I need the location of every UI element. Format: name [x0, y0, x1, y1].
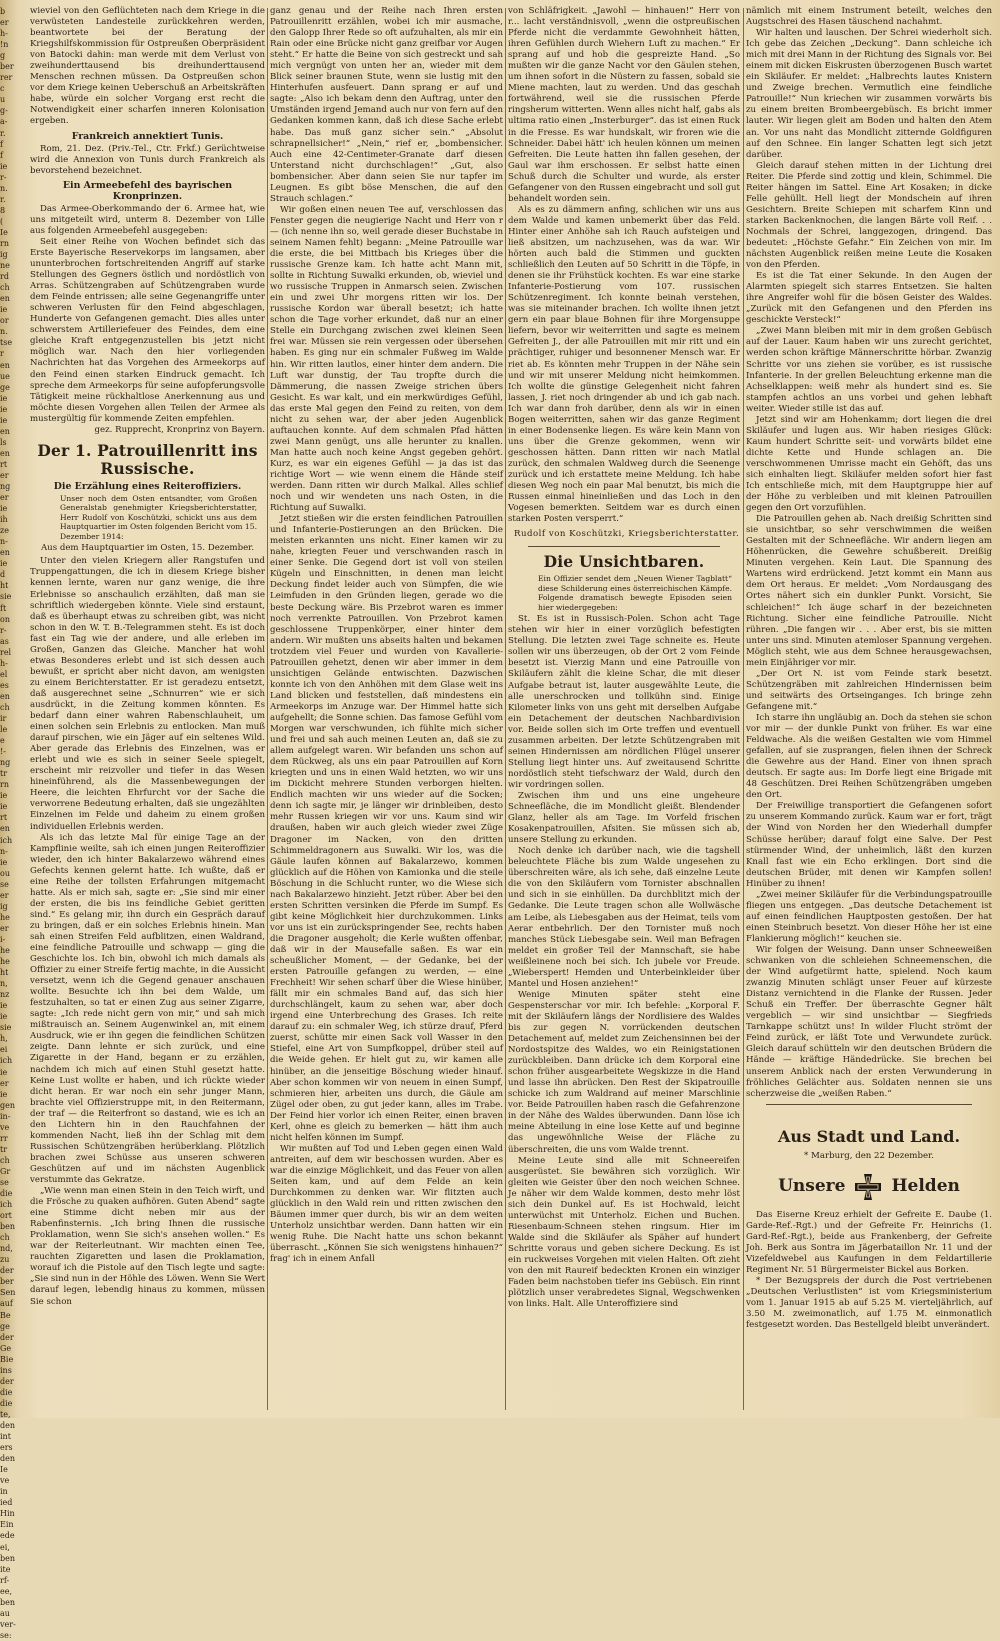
margin-fragment: ie [0, 1089, 8, 1099]
column-rule-1 [267, 8, 268, 1410]
margin-fragment: se: [0, 1630, 12, 1640]
margin-fragment: ben [0, 1222, 16, 1232]
margin-fragment: r. [0, 128, 6, 138]
margin-fragment: b [0, 7, 6, 16]
margin-fragment: ie [0, 504, 8, 514]
margin-fragment: den [0, 1454, 16, 1464]
article-paragraph: Als es zu dämmern anfing, schlichen wir uns aus dem Walde und kamen unbemerkt über das Feld. Hinter einer Anhöhe sah ich Rauch aufsteigen und ließ absitzen, um nachzusehen, was da war. Wir hörten auch bald die Stimmen und guckten schließlich den Leuten auf 50 Schritt in die Töpfe, in denen sie ihr Frühstück kochten. Es war eine starke Infanterie-Postierung vom 107. russischen Schützenregiment. Ich konnte beinah verstehen, was sie miteinander brachen. Ich wollte ihnen jetzt gern ein paar blaue Bohnen für ihre Morgensuppe liefern, bevor wir weiterritten und sagte es meinem Gefreiten J., der alle Patrouillen mit mir ritt und ein prächtiger, ruhiger und besonnener Mensch war. Er riet ab. Es könnten mehr Truppen in der Nähe sein und wir mit unserer Meldung nicht heimkommen. Ich wollte die günstige Gelegenheit nicht fahren lassen, J. riet noch dringender ab und ich gab nach. Ich war dann froh darüber, denn als wir in einen Bogen weiterritten, sahen wir das ganze Regiment in einer Bodensenke liegen. Es wäre kein Mann von uns über die Grenze gekommen, wenn wir geschossen hätten. Dann ritten wir nach Matlal zurück, den schmalen Waldweg durch die Seenenge zurück und ich erstattete meine Meldung. Ich habe diesen Weg noch ein paar Mal benutzt, bis mich die Russen einmal hineinließen und das Loch in den Vogesen bemerkten. Seitdem war es durch einen starken Posten versperrt.“ [508, 204, 740, 525]
margin-fragment: ng [0, 482, 11, 492]
margin-fragment: tr [0, 769, 8, 779]
article-paragraph: Der Freiwillige transportiert die Gefangenen sofort zu unserem Kommando zurück. Kaum war er fort, trägt der Wind von Norden her den Wiederhall dumpfer Schüsse herüber; darauf folgt eine Salve. Der Pest stürmender Wind, der unheimlich, läßt den kurzen Knall fast wie ein Echo erklingen. Dort sind die deutschen Brüder, mit denen wir Kampfen sollen! Hinüber zu ihnen! [746, 801, 992, 889]
margin-fragment: a- [0, 117, 8, 127]
armeebefehl-paragraph: Das Armee-Oberkommando der 6. Armee hat, wie uns mitgeteilt wird, unterm 8. Dezember von Lille aus folgenden Armeebefehl ausgegeben: [30, 203, 265, 236]
margin-fragment: 8 [0, 205, 6, 215]
margin-fragment: i- [0, 934, 6, 944]
margin-fragment: ig [0, 250, 8, 260]
margin-fragment: Be [0, 1310, 11, 1320]
margin-fragment: ie [0, 161, 8, 171]
patrouillenritt-dateline: Aus dem Hauptquartier im Osten, 15. Dezember. [40, 543, 255, 554]
article-paragraph: „Wie wenn man einen Stein in den Teich wirft, und die Frösche zu quaken aufhören. Guten Abend“ sagte eine Stimme dicht neben mir aus der Rabenfinsternis. „Ich bring Ihnen die russische Proklamation, wenn Sie sich's ansehen wollen.“ Es war der Reiterleutnant. Wir machten einen Tee, rauchten Zigaretten und lasen die Proklamation, worauf ich die Pistole auf den Tisch legte und sagte: „Sie sind nun in der Höhle des Löwen. Wenn Sie Wert darauf legen, lebendig hinaus zu kommen, müssen Sie schon [30, 1186, 265, 1307]
article-paragraph: Es ist die Tat einer Sekunde. In den Augen der Alarmten spiegelt sich starres Entsetzen. Sie halten ihre Angreifer wohl für die bösen Geister des Waldes. „Zurück mit den Gefangenen und den Pferden ins geschickte Versteck!“ [746, 271, 992, 326]
margin-fragment: ne [0, 261, 10, 271]
margin-fragment: rn [0, 780, 9, 790]
margin-fragment: ie [0, 393, 8, 403]
patrouillenritt-subheading: Die Erzählung eines Reiteroffiziers. [53, 480, 242, 492]
article-paragraph: nämlich mit einem Instrument beteilt, welches den Augstschrei des Hasen täuschend nachahmt. [746, 6, 992, 28]
section-divider [528, 546, 720, 547]
margin-fragment: er [0, 890, 9, 900]
margin-fragment: ied [0, 1498, 13, 1508]
margin-fragment: el [0, 669, 8, 679]
margin-fragment: ie [0, 1012, 8, 1022]
margin-fragment: au [0, 1608, 10, 1618]
margin-fragment: h, [0, 1034, 8, 1044]
dateline-marburg: * Marburg, den 22 Dezember. [804, 1150, 934, 1161]
margin-fragment: sie [0, 1023, 12, 1033]
margin-fragment: Ie [0, 1465, 8, 1475]
margin-fragment: die [0, 1387, 13, 1397]
margin-fragment: int [0, 1432, 11, 1442]
article-paragraph: Ich starre ihn ungläubig an. Doch da stehen sie schon vor mir — der dunkle Punkt von früher. Es war eine Feldwache. Als die weißen Gestalten wie vom Himmel gefallen, auf sie zusprangen, fielen ihnen der Schreck die Gewehre aus der Hand. Einer von ihnen sprach deutsch. Er sagte aus: Im Dorfe liegt eine Brigade mit 48 Geschützen. Drei Reihen Schützengräben umgeben den Ort. [746, 713, 992, 801]
margin-fragment: ze [0, 526, 9, 536]
margin-fragment: nd, [0, 1244, 13, 1254]
margin-fragment: on [0, 614, 10, 624]
margin-fragment: en [0, 448, 10, 458]
margin-fragment: r. [0, 194, 6, 204]
margin-fragment: ich [0, 1200, 13, 1210]
left-margin-fragments [0, 6, 22, 1640]
margin-fragment: n. [0, 327, 8, 337]
column-rule-2 [505, 8, 506, 1410]
margin-fragment: en [0, 824, 10, 834]
margin-fragment: u [0, 95, 6, 105]
article-paragraph: Gleich darauf stehen mitten in der Lichtung drei Reiter. Die Pferde sind zottig und klein, Schimmel. Die Reiter hängen im Sattel. Eine Art Kosaken; in dicke Felle gehüllt. Hell liegt der Mondschein auf ihren Gesichtern. Breite Schiepen mit scharfem Kinn und starken Backenknochen, die langen Bärte voll Reif. . . Nochmals der Schrei, langgezogen, dringend. Das bedeutet: „Höchste Gefahr.“ Ein Zeichen von mir. Im nächsten Augenblick reißen meine Leute die Kosaken von den Pferden. [746, 160, 992, 271]
margin-fragment: te, [0, 1409, 11, 1419]
margin-fragment: ls [0, 437, 7, 447]
margin-fragment: ge [0, 382, 10, 392]
margin-fragment: ch [0, 283, 10, 293]
margin-fragment: er [0, 1078, 9, 1088]
article-paragraph: „Zwei meiner Skiläufer für die Verbindungspatrouille fliegen uns entgegen. „Das deutsche Detachement ist auf einen feindlichen Hauptposten gestoßen. Der hat einen Steinbruch besetzt. Von dieser Höhe her ist eine Flankierung möglich!“ keuchen sie. [746, 889, 992, 944]
margin-fragment: rf- [0, 1575, 10, 1585]
margin-fragment: auf [0, 1299, 13, 1309]
margin-fragment: er [0, 493, 9, 503]
margin-fragment: h- [0, 29, 8, 39]
margin-fragment: en [0, 548, 10, 558]
column-3 [508, 6, 740, 1412]
margin-fragment: rt [0, 459, 8, 469]
margin-fragment: es [0, 680, 9, 690]
article-paragraph: „Der Ort N. ist vom Feinde stark besetzt. Schützengräben mit zahlreichen Hindernissen beim und seitwärts des Ortseinganges. Ich bringe zehn Gefangene mit.“ [746, 668, 992, 712]
margin-fragment: Gr [0, 1166, 11, 1176]
unsere-helden-heading [746, 1172, 992, 1202]
margin-fragment: ben [0, 1597, 16, 1607]
article-paragraph: Meine Leute sind alle mit Schneereifen ausgerüstet. Sie bewähren sich vorzüglich. Wir gleiten wie Geister über den noch weichen Schnee. Je näher wir dem Walde kommen, desto mehr löst sich dein Dunkel auf. Es ist Hochwald, leicht unterwüchst mit Unterholz. Eichen und Buchen. Riesenbaum-Schneen stehen ringsum. Hier im Walde sind die Skiläufer als Späher auf hundert Schritte voraus und geben sichere Deckung. Es ist ein ruckweises Vorgehen mit vielen Halten. Oft zieht von den mit Raureif bedeckten Kronen ein winziger Faden beim nachstoben tiefer ins Gebüsch. Ein rinnt plötzlich unser verabredetes Signal, Wegschwenken von links. Halt. Alle Unteroffiziere sind [508, 1155, 740, 1310]
armeebefehl-heading: Ein Armeebefehl des bayrischen Kronprinzen. [62, 179, 233, 202]
helden-word-left: Unsere [778, 1176, 846, 1197]
margin-fragment: ue [0, 371, 10, 381]
margin-fragment: ir [0, 714, 7, 723]
margin-fragment: die [0, 1189, 13, 1199]
margin-fragment: f [0, 150, 3, 160]
margin-fragment: se [0, 1177, 9, 1187]
margin-fragment: Ie [0, 227, 8, 237]
margin-fragment: ie [0, 559, 8, 569]
margin-fragment: !- [0, 747, 6, 757]
unsichtbaren-intro: Ein Offizier sendet dem „Neuen Wiener Tagblatt“ diese Schilderung eines österreichischen Kämpfe. Folgende dramatisch bewegte Episoden seien hier wiedergegeben: [538, 574, 732, 612]
margin-fragment: der [0, 1266, 14, 1276]
margin-fragment: f [0, 139, 3, 149]
margin-fragment: ch [0, 1155, 10, 1165]
margin-fragment: ber [0, 1277, 14, 1287]
margin-fragment: in [0, 1487, 8, 1497]
margin-fragment: ee, [0, 1586, 13, 1596]
margin-fragment: ers [0, 1443, 13, 1453]
margin-fragment: tse [0, 338, 13, 348]
margin-fragment: c [0, 84, 5, 94]
margin-fragment: le [0, 725, 8, 735]
margin-fragment: Bie [0, 1354, 14, 1364]
margin-fragment: ie [0, 1067, 8, 1077]
margin-fragment: ich [0, 835, 13, 845]
column-2 [270, 6, 503, 1412]
margin-fragment: ge [0, 1321, 10, 1331]
margin-fragment: nz [0, 990, 10, 1000]
margin-fragment: ber [0, 62, 14, 72]
article-paragraph: Wir mußten auf Tod und Leben gegen einen Wald antreiten, auf dem wir beschossen wurden. Aber es war die einzige Möglichkeit, und das Feuer von allen Seiten kam, und auf dem Felde an kein Durchkommen zu denken war. Wir flitzten auch glücklich in den Wald rein und ritten zwischen den Bäumen immer quer durch, bis wir an dem weiten Unterholz unsichtbar werden. Dann hatten wir ein wenig Ruhe. Die Nacht hatte uns schon bekannt überrascht. „Können Sie sich wenigstens hinhauen?“ frag' ich in einem Anfall [270, 1143, 503, 1265]
article-paragraph: Jetzt sind wir am Hohenkamm; dort liegen die drei Skiläufer und lugen aus. Wir haben riesiges Glück: Kaum hundert Schritte seit- und vorwärts bildet eine dichte Kette und Hunde schlagen an. Die verschwommenen Umrisse macht ein Gehöft, das uns sich einhalten liegt. Skiläufer melden sofort hier fast Ich entschließe mich, mit dem Hauptgruppe hier auf der Höhe zu verbleiben und mit kleinen Patrouillen gegen den Ort vorzufühlen. [746, 414, 992, 514]
margin-fragment: rer [0, 73, 13, 83]
margin-fragment: h- [0, 658, 8, 668]
margin-fragment: he [0, 912, 10, 922]
margin-fragment: Sen [0, 1288, 16, 1298]
article-paragraph: Wir halten und lauschen. Der Schrei wiederholt sich. Ich gebe das Zeichen „Deckung“. Dann schleiche ich mich mit drei Mann in der Richtung des Signals vor. Bei einem mit dicken Eiskrusten überzogenen Busch wartet ein Skiläufer. Er meldet: „Halbrechts lautes Knistern und Zweige brechen. Vermutlich eine feindliche Patrouille!“ Nun kriechen wir zusammen vorwärts bis zu einem breiten Brombeergebüsch. Es bricht immer lauter. Wir liegen gleit am Boden und halten den Atem an. Vor uns naht das Mondlicht zitternde Goldfiguren auf den Schnee. Ein langer Schatten legt sich jetzt darüber. [746, 28, 992, 160]
margin-fragment: n- [0, 537, 8, 547]
margin-fragment: ie [0, 857, 8, 867]
aus-stadt-und-land-heading: Aus Stadt und Land. [777, 1126, 961, 1146]
margin-fragment: ch [0, 1233, 10, 1243]
margin-fragment: er [0, 18, 9, 28]
margin-fragment: as [0, 636, 9, 646]
margin-fragment: sie [0, 592, 12, 602]
margin-fragment: en [0, 691, 10, 701]
margin-fragment: zu [0, 1255, 10, 1265]
margin-fragment: r [0, 349, 4, 359]
margin-fragment: rr [0, 1133, 8, 1143]
margin-fragment: der [0, 1376, 14, 1386]
margin-fragment: ie [0, 415, 8, 425]
margin-fragment: en [0, 426, 10, 436]
tunis-heading: Frankreich annektiert Tunis. [71, 130, 224, 142]
margin-fragment: se [0, 879, 9, 889]
margin-fragment: ins [0, 1365, 12, 1375]
article-paragraph: Unter den vielen Kriegern aller Rangstufen und Truppengattungen, die ich in diesem Kriege bisher kennen lernte, waren nur ganz wenige, die ihre Erlebnisse so anschaulich erzählten, daß man sie schriftlich wiedergeben könnte. Viele sind erstaunt, daß es überhaupt etwas zu schreiben gibt, was nicht schon in den W. T. B.-Telegrammen steht. Es ist doch fast ein Tag wie der andere, und alle erleben im Großen, Ganzen das Gleiche. Mancher hat wohl etwas Besonderes erlebt und ist sich dessen auch bewußt, er spricht aber nicht davon, am wenigsten zu einem Berichterstatter. Er ist geradezu entsetzt, daß ausgerechnet seine „Schnurren“ wie er sich ausdrückt, in die Zeitung kommen könnten. Es bedarf dann einer wahren Rabenschlauheit, um einen solchen sein Erlebnis zu entlocken. Man muß darauf pirschen, wie ein Jäger auf ein seltenes Wild. Aber gerade das Erlebnis des Einzelnen, was er erlebt und wie es sich in seiner Seele spiegelt, erscheint mir reizvoller und tiefer in das Wesen hineinführend, als die Massenbewegungen der Heere, die leichten Ehrfurcht vor der Sache die verworrene Bedeutung erhalten, daß sie ungezählten Einzelnen im Felde und daheim zu einem großen individuellen Erlebnis werden. [30, 556, 265, 832]
margin-fragment: d [0, 570, 6, 580]
author-signature: Rudolf von Koschützki, Kriegsberichterstatter. [514, 529, 740, 540]
article-paragraph: Als ich das letzte Mal für einige Tage an der Kampflinie weilte, sah ich einen jungen Reiteroffizier wieder, den ich hinter Bakalarzewo während eines Gefechts kennen gelernt hatte. Ich wußte, daß er eine Reihe der tollsten Erfahrungen mitgemacht hatte. Als er mich sah, sagte er: „Sie sind mir einer der ersten, die bis ins feindliche Gebiet geritten sind.“ Es gelang mir, ihn durch ein Gespräch darauf zu bringen, daß er ein solches Erlebnis hinein. Man sah einen Streifen Feld aufblitzen, einen Waldrand, eine feindliche Patrouille und schwapp — ging die Geschichte los. Ich bin, obwohl ich mich damals als Offizier zu einer Streife fertig machte, in die Aussicht versetzt, wenn ich die Gegend genauer anschauen wollte. Besuchte ich ihn bei dem Walde, um festzuhalten, so tat er einen Zug aus seiner Zigarre, sagte: „Ich rede nicht gern von mir,“ und sah mich mißtrauisch an. Seinem Augenwinkel an, mit einem Ausdruck, wie er ihn gegen die feindlichen Schützen zeigte. Dann lehnte er sich zurück, und eine Zigarette in der Hand, begann er zu erzählen, nachdem ich mich auf einen Stuhl gesetzt hatte. Keine Lust wollte er haben, und ich rückte wieder dicht heran. Er war noch ein sehr junger Mann, brachte viel Offizierstruppe mit, in den Reitermann, der traf — die Reiterfront so dastand, wie es ich an den Lichtern hin in den Rauchfahnen der kommenden Nacht, ließ ihn der Schlag mit dem Russischen Schützengräben herüberklang. Plötzlich brachen zwei Schüsse aus unseren schweren Geschützen auf und im nächsten Augenblick verstummte das Gekratze. [30, 832, 265, 1185]
section-divider [766, 1104, 972, 1105]
margin-fragment: ht [0, 581, 9, 591]
article-paragraph: Jetzt stießen wir die ersten feindlichen Patrouillen und Infanterie-Postierungen an den Brücken. Die meisten erkannten uns nicht. Einer kamen wir zu nahe, kriegten Feuer und verschwanden rasch in einer Senke. Die Gegend dort ist voll von steilen Kügeln und Einschnitten, in denen man leicht Deckung findet leider auch von Sümpfen, die wie Leimfuden in den Gründen liegen, gerade wo die beste Deckung wäre. Bis Przebrot waren es immer noch verrenkte Patrouillen. Von Przebrot kamen geschlossene Truppenkörper, einer hinter dem andern. Wir mußten uns abseits halten und bekamen trotzdem viel Feuer und wurden von Kavallerie-Patrouillen gehetzt, denen wir aber immer in dem unsichtigen Gelände entwischten. Dazwischen konnte ich von den Anhöhen mit dem Glase weit ins Land blicken und feststellen, daß mindestens ein Armeekorps im Anzuge war. Der Himmel hatte sich aufgehellt; die Sonne schien. Das famose Gefühl vom Morgen war verschwunden, ich fühlte mich sicher und frei und sah auch meinen Leuten an, daß sie zu allem aufgelegt waren. Wir befanden uns schon auf dem Rückweg, als uns ein paar Patrouillen auf Korn kriegten und uns in einen Wald hetzten, wo wir uns im Dickicht mehrere Stunden verborgen hielten. Endlich machten wir uns wieder auf die Socken; denn ich sagte mir, je länger wir drinbleiben, desto mehr Russen kriegen wir vor uns. Kaum sind wir draußen, haben wir auch gleich wieder zwei Züge Dragoner im Nacken, von den dritten Schimmeldragonern aus Suwalki. Wir los, was die Gäule laufen können auf Bakalarzewo, kommen glücklich auf die Höhen von Kamionka und die steile Böschung in die Schlucht runter, wo die Wiese sich nach Bakalarzewo hinzieht. Jetzt rüber. Aber bei den ersten Schritten versinken die Pferde im Sumpf. Es gibt keine Möglichkeit hier durchzukommen. Links vor uns ist ein zurückspringender See, rechts haben die Dragoner ausgeholt; die Kerle wußten offenbar, daß wir in der Mausefalle saßen. Es war ein scheußlicher Moment, — der Gedanke, bei der ersten Patrouille gefangen zu werden, — eine Frechheit! Wir sehen scharf über die Wiese hinüber, fällt mir ein schmales Band auf, das sich hier durchschlängelt, kaum zu sehen war, aber doch irgend eine Unterbrechung des Grases. Ich reite darauf zu: ein schmaler Weg, ich stürze drauf, Pferd zuerst, schütte mir einen Sack voll Wasser in den Stiefel, eine Art von Sumpfkoppel, drüber steil auf die Weide gehen. Er hielt gut zu, wir kamen alle hinüber, an die jenseitige Böschung wieder hinauf. Aber schon kommen wir von neuem in einen Sumpf, schmieren hier, arbeiten uns durch, die Gäule am Zügel oder oben, zu gut jeder kann, alles im Trabe. Der Feind hier vorlor ich einen Reiter, einen braven Kerl, ohne es gleich zu bemerken — hätt ihm auch nicht helfen können im Sumpf. [270, 514, 503, 1143]
margin-fragment: ng [0, 758, 11, 768]
article-paragraph: Wir goßen einen neuen Tee auf, verschlossen das Fenster gegen die neugierige Nacht und Herr von r— (ich nenne ihn so, weil gerade dieser Buchstabe in seinem Namen fehlt) begann: „Meine Patrouille war die erste, die bei Mittbach bis Krieges über die russische Grenze kam. Ich hatte acht Mann mit, sollte in Richtung Suwalki erkunden, ob, wieviel und wo russische Truppen in Anmarsch seien. Zwischen ein und zwei Uhr morgens ritten wir los. Der russische Kordon war überall besetzt; ich hatte schon die Tage vorher erkundet, daß nur an einer Stelle ein Durchgang zwischen zwei kleinen Seen frei war. Müssen sie rein vergessen oder übersehen haben. Es ging nur ein schmaler Fußweg im Walde hin. Wir ritten lautlos, einer hinter dem andern. Die Luft war dunstig, der Tau tropfte durch die Dämmerung, die nassen Zweige strichen übers Gesicht. Es war kalt, und ein merkwürdiges Gefühl, das erste Mal gegen den Feind zu reiten, von dem nicht zu sehen war, der aber jeden Augenblick auftauchen konnte. Auf dem schmalen Pfad hätten zwei Mann genügt, uns alle herunter zu knallen. Man hatte auch noch keine Angst gegeben gehört. Kurz, es war ein eigenes Gefühl — ja das ist das richtige Wort — wie wenn einem die Hände steif werden. Dann ritten wir durch Malkal. Alles schlief noch und wir wendeten uns nach Osten, in die Richtung auf Suwalki. [270, 204, 503, 514]
margin-fragment: n, [0, 979, 8, 989]
margin-fragment: in- [0, 1111, 11, 1121]
column-1 [30, 6, 265, 1412]
article-paragraph: Wir folgen der Weisung. Dann unser Schneeweißen schwanken von die schleiehen Schneemenschen, die der Wind aufgetürmt hatte, spielend. Noch kaum zwanzig Minuten schlägt unser Feuer auf kürzeste Distanz vernichtend in die Flanke der Russen. Jeder Schuß ein Treffer. Der überraschte Gegner hält vergeblich — wir sind unsichtbar — Siegfrieds Tarnkappe schützt uns! In wilder Flucht strömt der Feind zurück, er läßt Tote und Verwundete zurück. Gleich darauf schütteln wir den deutschen Brüdern die Hände — kräftige Händedrücke. Sie brechen bei unserem Anblick nach der ersten Verwunderung in fröhliches Gelächter aus. Soldaten nennen sie uns scherzweise die „weißen Raben.“ [746, 944, 992, 1099]
margin-fragment: he [0, 957, 10, 967]
margin-fragment: g- [0, 106, 8, 116]
margin-fragment: n- [0, 846, 8, 856]
margin-fragment: g [0, 51, 6, 61]
intro-paragraph: wieviel von den Geflüchteten nach dem Kriege in die verwüsteten Landesteile zurückkehren werden, beantwortete bei der Beratung der Kriegshilfskommission für Ostpreußen Oberpräsident von Batocki dahin: man werde mit dem Verlust von zweihunderttausend bis dreihunderttausend Menschen rechnen müssen. Da Ostpreußen schon vor dem Kriege keinen Ueberschuß an Arbeitskräften habe, würde ein solcher Vorgang erst recht die Notwendigkeit einer scharfen inneren Kolonisation ergeben. [30, 6, 265, 127]
margin-fragment: ve [0, 1476, 10, 1486]
margin-fragment: rd [0, 272, 9, 282]
article-paragraph: von Schläfrigkeit. „Jawohl — hinhauen!“ Herr von r... lacht verständnisvoll, „wenn die ostpreußischen Pferde nicht die verdammte Gewohnheit hätten, ihren Gefühlen durch Wiehern Luft zu machen.“ Er sprang auf und hob die gespreizte Hand. „So mußten wir die ganze Nacht vor den Gäulen stehen, um ihnen sofort in die Nüstern zu fassen, sobald sie Miene machten, laut zu werden. Und das geschah fortwährend, weil sie die russischen Pferde ringsherum witterten. Wenn alles nicht half, gabs als ultima ratio einen „Insterburger“. das ist einen Ruck in die Fresse. Es war hundskalt, wir froren wie die Schneider. Dabei hätt' ich heulen können um meinen Gefreiten. Die Leute hatten ihn fallen gesehen, der Gaul war ihm erschossen. Er selbst hatte einen Schuß durch die Schulter und wurde, als erster Gefangener von den Russen eingebracht und soll gut behandelt worden sein. [508, 6, 740, 204]
article-paragraph: * Der Bezugspreis der durch die Post vertriebenen „Deutschen Verlustlisten“ ist vom Kriegsministerium vom 1. Januar 1915 ab auf 5.25 M. vierteljährlich, auf 3.50 M. zweimonatlich, auf 1.75 M. einmonatlich festgesetzt worden. Das Bestellgeld bleibt unverändert. [746, 1275, 992, 1331]
article-paragraph: Noch denke ich darüber nach, wie die tagshell beleuchtete Fläche bis zum Walde ungesehen zu überschreiten wäre, als ich sehe, daß einzelne Leute die von den Skiläufern vom Tornister abschnallen und sich in sie einhüllen. Da durchblitzt mich der Gedanke. Die Leute tragen schon alle Wollwäsche am Leibe, als Liebesgaben aus der Heimat, teils vom Aerar entbehrlich. Der den Tornister muß noch manches Stück Liebesgabe sein. Weil man Befragen meldet ein großer Teil der Mannschaft, sie habe weißleinene noch bei sich. Ich jubele vor Freude. „Wieberspert! Hemden und Unterbeinkleider über Mantel und Hosen anziehen!“ [508, 846, 740, 989]
margin-fragment: rn [0, 238, 9, 248]
article-paragraph: „Zwei Mann bleiben mit mir in dem großen Gebüsch auf der Lauer. Kaum haben wir uns zurecht gerichtet, werden schon kräftige Männerschritte hörbar. Zwanzig Schritte vor uns ziehen sie vorüber, es ist russische Infanterie. In der grellen Beleuchtung erkenne man die Achselklappen: weiß mehr als hundert sind es. Sie stampfen achtlos an uns vorbei und gehen lebhaft weiter. Wieder stille ist das auf. [746, 326, 992, 414]
margin-fragment: ie [0, 305, 8, 315]
margin-fragment: ie [0, 1001, 8, 1011]
patrouillenritt-intro: Unser noch dem Osten entsandter, vom Großen Generalstab genehmigter Kriegsberichterstatter, Herr Rudolf von Koschützki, schickt uns aus dem Hauptquartier im Osten folgenden Bericht vom 15. Dezember 1914: [60, 493, 257, 541]
article-paragraph: ganz genau und der Reihe nach Ihren ersten Patrouillenritt erzählen, wobei ich mir ausmache, den Galopp Ihrer Rede so oft aufzuhalten, als mir ein Rain oder eine Brücke nicht ganz greifbar vor Augen steht.“ Er hatte die Beine von sich gestreckt und sah mich vergnügt von unten her an, wieder mit dem Blick seiner braunen Stute, wenn sie lustig mit den Hinterhufen ausfeuert. Dann sprang er auf und sagte: „Also ich bekam denn den Auftrag, unter den Umständen irgend Jemand auch nur von fern auf den Gedanken kommen kann, daß ich diese Sache erlebt habe. Das muß ganz sicher sein.“ „Absolut schrapnellsicher!“ „Nein,“ rief er, „bombensicher. Auch eine 42-Centimeter-Granate darf diesen Unterstand nicht durchschlagen!“ „Gut, also bombensicher. Aber dann seien Sie nur tapfer im Leugnen. Es gibt böse Menschen, die auf den Strauch schlagen.“ [270, 6, 503, 204]
armeebefehl-signature: gez. Rupprecht, Kronprinz von Bayern. [94, 424, 265, 435]
margin-fragment: ie [0, 802, 8, 812]
margin-fragment: Hin [0, 1509, 15, 1519]
margin-fragment: ver- [0, 1619, 16, 1629]
unsichtbaren-heading: Die Unsichtbaren. [543, 552, 705, 572]
margin-fragment: der [0, 1332, 14, 1342]
margin-fragment: n. [0, 183, 8, 193]
margin-fragment: ou [0, 868, 10, 878]
margin-fragment: ede [0, 1531, 15, 1541]
margin-fragment: ( [0, 216, 4, 226]
iron-cross-icon [853, 1172, 883, 1202]
margin-fragment: !n [0, 40, 9, 50]
margin-fragment: he [0, 945, 10, 955]
patrouillenritt-heading: Der 1. Patrouillenritt ins Russische. [37, 440, 258, 478]
margin-fragment: Ge [0, 1343, 12, 1353]
margin-fragment: ih [0, 515, 8, 525]
margin-fragment: gen [0, 1100, 16, 1110]
margin-fragment: en [0, 360, 10, 370]
margin-fragment: e [0, 736, 5, 746]
margin-fragment: ft [0, 603, 7, 613]
margin-fragment: ei [0, 1045, 8, 1055]
margin-fragment: ig [0, 901, 8, 911]
margin-fragment: en [0, 294, 10, 304]
margin-fragment: die [0, 1398, 13, 1408]
margin-fragment: ie [0, 791, 8, 801]
article-paragraph: Das Eiserne Kreuz erhielt der Gefreite E. Daube (1. Garde-Ref.-Rgt.) und der Gefreite Fr. Heinrichs (1. Gard-Ref.-Rgt.), beide aus Frankenberg, der Gefreite Joh. Berk aus Sontra im Jägerbataillon Nr. 11 und der Vizefeldwebel aus Kaufungen in dem Feldartillerie Regiment Nr. 51 Bürgermeister Bickel aus Borken. [746, 1209, 992, 1275]
article-paragraph: Wenige Minuten später steht eine Gespensterschar vor mir. Ich befehle: „Korporal F. mit der Skiläufern längs der Nordlisiere des Waldes bis zur gegen N. vorrückenden deutschen Detachement auf, meldet zum Zeichensinnen bei der Nordostspitze des Waldes, wo ein Reinigstationen zurückbleiben. Dann drücke ich dem Korporal eine schon früher ausgearbeitete Wegskizze in die Hand und lasse ihn abrücken. Den Rest der Skipatrouille schicke ich zum Waldrand auf meiner Marschlinie vor. Beide Patrouillen haben rasch die Gefahrenzone in der Nähe des Waldes überwunden. Dann löse ich meine Abteilung in eine lose Kette auf und beginne das ungewöhnliche Weise der Fläche zu überschreiten, die uns vom Walde trennt. [508, 989, 740, 1155]
margin-fragment: ite [0, 1564, 11, 1574]
margin-fragment: ch [0, 702, 10, 712]
margin-fragment: ve [0, 1122, 10, 1132]
margin-fragment: er [0, 470, 9, 480]
article-paragraph: Die Patrouillen gehen ab. Nach dreißig Schritten sind sie unsichtbar, so sehr verschwimmen die weißen Gestalten mit der Schneefläche. Wir andern liegen am Höhenrücken, die Gewehre schußbereit. Dreißig Minuten vergehen. Kein Laut. Die Spannung des Wartens wird erdrückend. Jetzt kommt ein Mann aus dem Ort heraus. Er meldet: „Vom Nordausgang des Ortes nähert sich ein dunkler Punkt. Vorsicht, Sie schleichen!“ Ich äuge scharf in der bezeichneten Richtung. Sicher eine feindliche Patrouille. Nicht rühren. „Die fangen wir . . . Aber erst, bis sie mitten unter uns sind. Minuten atemloser Spannung vergehen. Möglich steht, wie aus dem Schnee herausgewachsen, mein Einjähriger vor mir. [746, 514, 992, 668]
margin-fragment: Ein [0, 1520, 14, 1530]
margin-fragment: ben [0, 1553, 16, 1563]
margin-fragment: rel [0, 647, 12, 657]
article-paragraph: Zwischen ihm und uns eine ungeheure Schneefläche, die im Mondlicht gleißt. Blendender Glanz, heller als am Tage. Im Vorfeld frischen Kosakenpatrouillen, Afsiten. Sie müssen sich ab, unsere Stellung zu erkunden. [508, 791, 740, 846]
column-4 [746, 6, 992, 1412]
tunis-paragraph: Rom, 21. Dez. (Priv.-Tel., Ctr. Frkf.) Gerüchtweise wird die Annexion von Tunis durch Frankreich als bevorstehend bezeichnet. [30, 143, 265, 176]
margin-fragment: ich [0, 1056, 13, 1066]
armeebefehl-paragraph: Seit einer Reihe von Wochen befindet sich das Erste Bayerische Reservekorps im langsamen, aber ununterbrochen fortschreitenden Angriff auf starke Stellungen des Gegners östlich und nordöstlich von Arras. Schützengraben auf Schützengraben wurde dem Feinde entrissen; alle seine Gegenangriffe unter schweren Verlusten für den Feind abgeschlagen, Hunderte von Gefangenen gemacht. Dies alles unter schwerstem Artilleriefeuer des Feindes, dem eine gleiche Kraft entgegenzustellen bis jetzt nicht möglich war. Nach den hier vorliegenden Nachrichten hat das Vorgehen des Armeekorps auf den Feind einen starken Eindruck gemacht. Ich spreche dem Armeekorps für seine aufopferungsvolle Tätigkeit meine rückhaltlose Anerkennung aus und möchte diesen Vorgehen allen Teilen der Armee als mustergültig für kommende Zeiten empfehlen. [30, 236, 265, 424]
margin-fragment: tr [0, 1144, 8, 1154]
helden-word-right: Helden [891, 1176, 960, 1197]
margin-fragment: er [0, 923, 9, 933]
margin-fragment: ort [0, 1211, 12, 1221]
margin-fragment: den [0, 1421, 16, 1430]
margin-fragment: r- [0, 625, 7, 635]
column-rule-3 [743, 8, 744, 1410]
margin-fragment: ie [0, 404, 8, 414]
article-paragraph: St. Es ist in Russisch-Polen. Schon acht Tage stehen wir hier in einer vorzüglich befestigten Stellung. Die letzten zwei Tage schneite es. Heute sollen wir uns überzeugen, ob der Ort 2 vom Feinde besetzt ist. Vierzig Mann und eine Patrouille von Skiläufern zählt die kleine Schar, die mit dieser Aufgabe betraut ist, lauter ausgewählte Leute, die alle unerschrocken und tollkühn sind. Einige Kilometer links von uns geht mit derselben Aufgabe ein Detachement der deutschen Nachbardivision vor. Beide sollen sich im Orte treffen und eventuell zusammen arbeiten. Der letzte Schützengraben mit seinen Hindernissen am nördlichen Flügel unserer Stellung liegt hinter uns. Auf zweitausend Schritte nordöstlich steht tiefschwarz der Wald, durch den wir vordringen sollen. [508, 614, 740, 790]
margin-fragment: ht [0, 968, 9, 978]
margin-fragment: r- [0, 172, 7, 182]
margin-fragment: or [0, 316, 9, 326]
margin-fragment: ei, [0, 1542, 10, 1552]
margin-fragment: rt [0, 813, 8, 823]
